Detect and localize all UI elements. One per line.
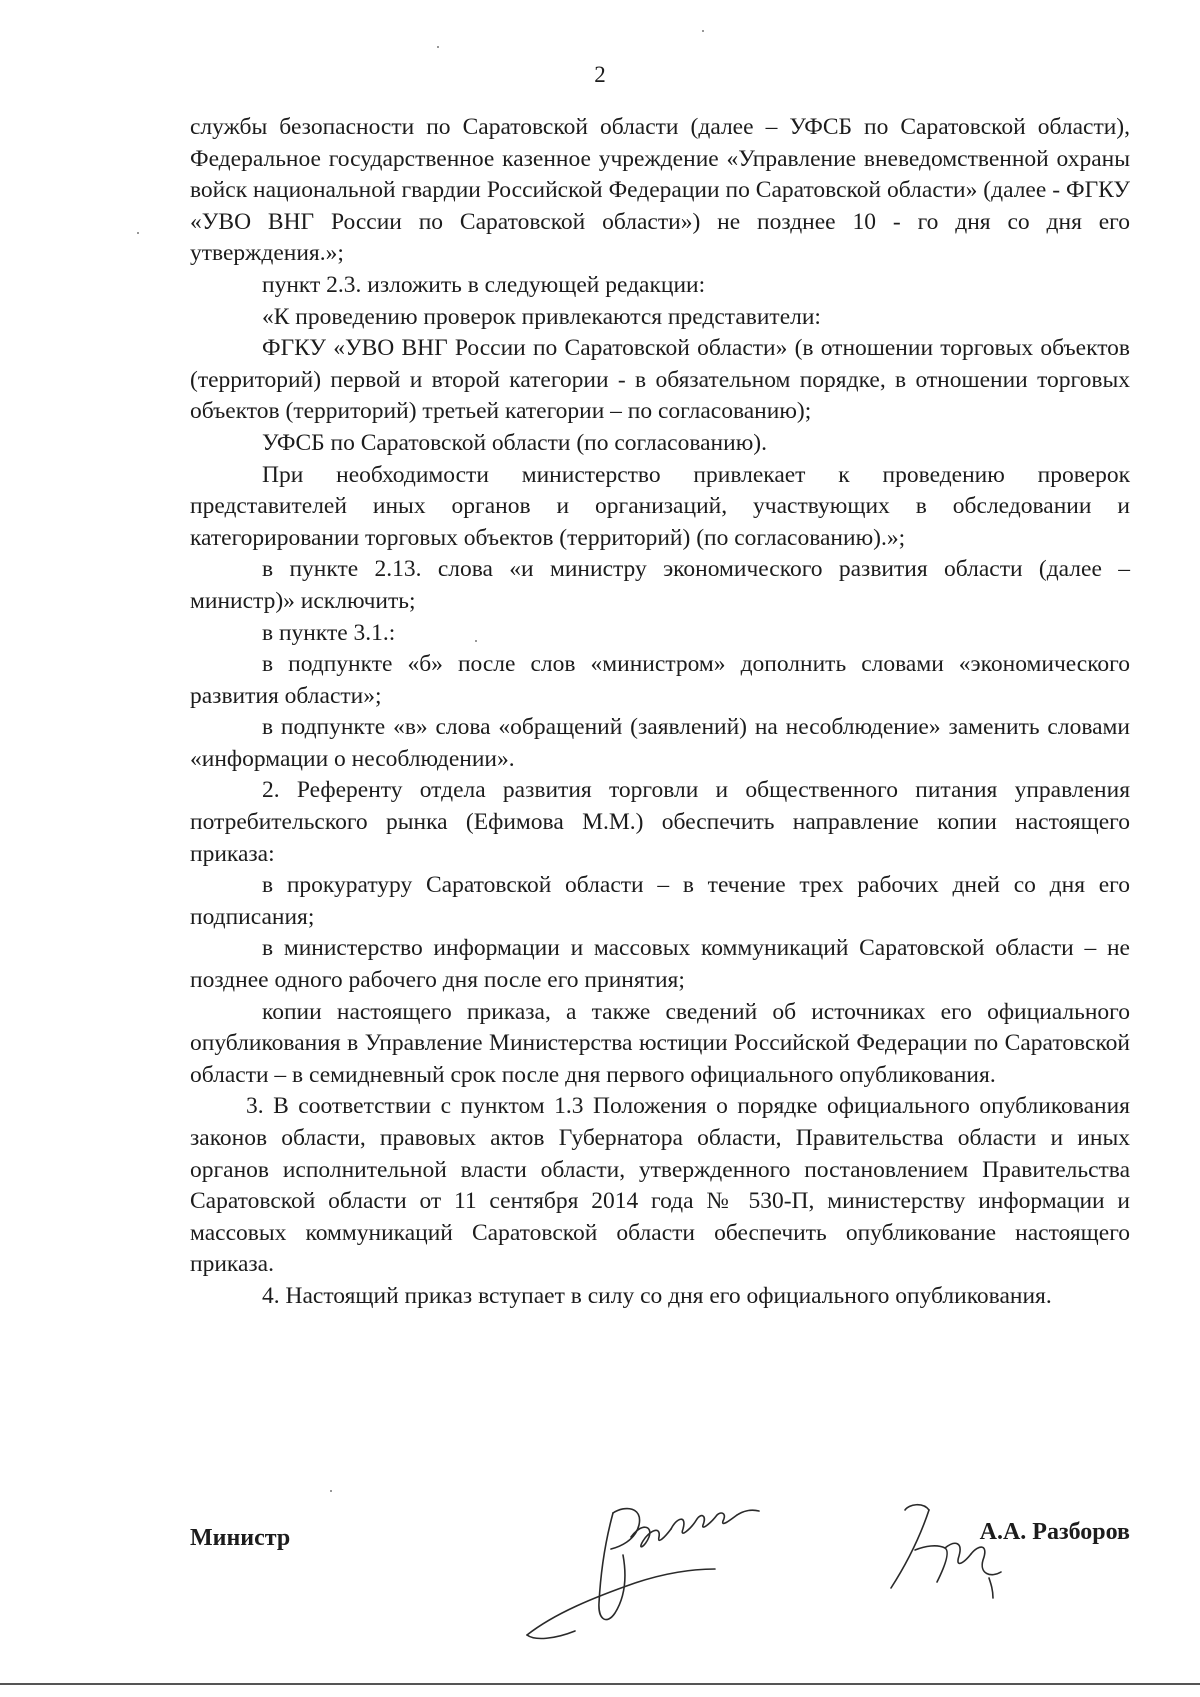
signatory-name: А.А. Разборов <box>979 1519 1130 1545</box>
paragraph: УФСБ по Саратовской области (по согласованию). <box>262 429 767 456</box>
paragraph: пункт 2.3. изложить в следующей редакции: <box>262 271 706 298</box>
paragraph: в подпункте «в» слова «обращений (заявлений) на несоблюдение» заменить словами «информации о несоблюдении». <box>190 714 1130 772</box>
initials-signature <box>885 1490 1035 1600</box>
bottom-border <box>0 1683 1200 1685</box>
scan-speck <box>437 46 439 48</box>
scan-speck <box>702 30 704 32</box>
paragraph: копии настоящего приказа, а также сведений об источниках его официального опубликования в Управление Министерства юстиции Российской Федерации по Саратовской области – в семидневный срок после дня первого официального опубликования. <box>190 998 1130 1088</box>
paragraph: «К проведению проверок привлекаются представители: <box>262 303 821 330</box>
scan-speck <box>137 232 139 234</box>
document-body <box>190 112 1130 1313</box>
scan-speck <box>475 640 477 642</box>
handwritten-signature <box>515 1485 815 1645</box>
paragraph: 2. Референту отдела развития торговли и общественного питания управления потребительского рынка (Ефимова М.М.) обеспечить направление копии настоящего приказа: <box>190 777 1130 867</box>
paragraph: ФГКУ «УВО ВНГ России по Саратовской области» (в отношении торговых объектов (территорий) первой и второй категории - в обязательном порядке, в отношении торговых объектов (территорий) третьей категории – по согласованию); <box>190 335 1130 425</box>
paragraph-continuation: службы безопасности по Саратовской области (далее – УФСБ по Саратовской области), Федеральное государственное казенное учреждение «Управление вневедомственной охраны войск национальной гвардии Российской Федерации по Саратовской области» (далее - ФГКУ «УВО ВНГ России по Саратовской области») не позднее 10 - го дня со дня его утверждения.»; <box>190 114 1130 267</box>
paragraph: 4. Настоящий приказ вступает в силу со дня его официального опубликования. <box>262 1282 1052 1309</box>
scan-speck <box>330 1490 332 1492</box>
paragraph: в министерство информации и массовых коммуникаций Саратовской области – не позднее одного рабочего дня после его принятия; <box>190 935 1130 994</box>
paragraph: 3. В соответствии с пунктом 1.3 Положения о порядке официального опубликования законов области, правовых актов Губернатора области, Правительства области и иных органов исполнительной власти области, утвержденного постановлением Правительства Саратовской области от 11 сентября 2014 года № 530-П, министерству информации и массовых коммуникаций Саратовской области обеспечить опубликование настоящего приказа. <box>190 1093 1130 1278</box>
paragraph: При необходимости министерство привлекает к проведению проверок представителей иных органов и организаций, участвующих в обследовании и категорировании торговых объектов (территорий) (по согласованию).»; <box>190 461 1130 551</box>
paragraph: в пункте 2.13. слова «и министру экономического развития области (далее – министр)» исключить; <box>190 556 1130 614</box>
page-number: 2 <box>594 62 606 87</box>
paragraph: в пункте 3.1.: <box>262 619 396 646</box>
paragraph: в подпункте «б» после слов «министром» дополнить словами «экономического развития области»; <box>190 651 1130 709</box>
signatory-title: Министр <box>190 1525 291 1551</box>
paragraph: в прокуратуру Саратовской области – в течение трех рабочих дней со дня его подписания; <box>190 872 1130 930</box>
